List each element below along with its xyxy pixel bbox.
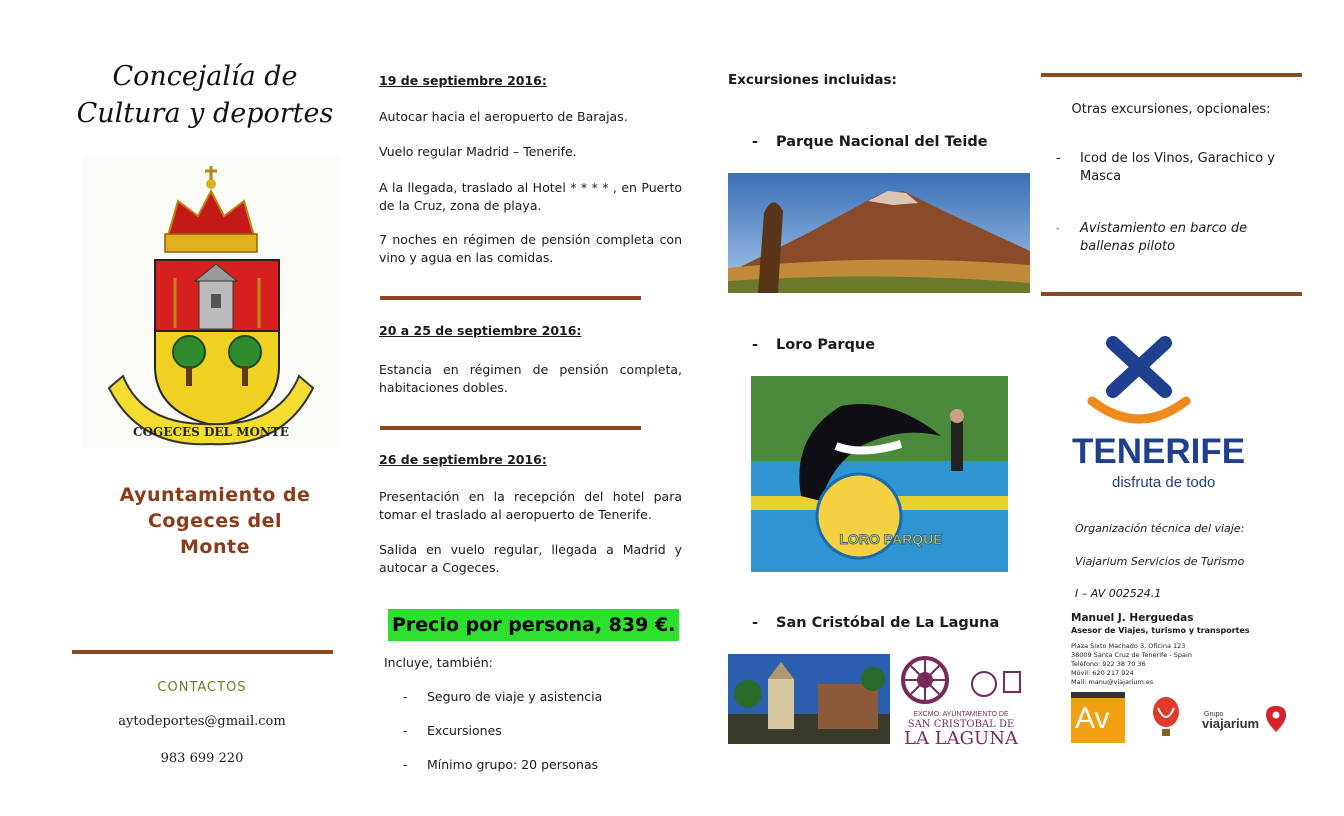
includes-item: - Seguro de viaje y asistencia — [403, 689, 603, 704]
laguna-municipal-logo — [892, 654, 1030, 746]
divider-col4-top — [1041, 73, 1302, 77]
divider-col4-bottom — [1041, 292, 1302, 296]
day1-paragraph-4: 7 noches en régimen de pensión completa con vino y agua en las comidas. — [379, 232, 682, 265]
concejalia-title — [40, 58, 370, 132]
includes-heading: Incluye, también: — [384, 655, 493, 670]
divider-col1 — [72, 650, 333, 654]
optional-item: - Icod de los Vinos, Garachico y Masca — [1056, 151, 1275, 184]
excursion-item-laguna: - San Cristóbal de La Laguna — [752, 615, 1000, 631]
divider-col2-2 — [380, 426, 641, 430]
laguna-photo — [728, 654, 890, 744]
agent-mobile: Móvil: 620 217 924 — [1071, 669, 1134, 677]
ayto-line-1: Ayuntamiento de — [119, 484, 311, 506]
excursion-item-teide: - Parque Nacional del Teide — [752, 134, 988, 150]
loro-parque-logo-text: LORO PARQUE — [839, 531, 943, 547]
day3-heading: 26 de septiembre 2016: — [379, 452, 547, 467]
agent-address-line: 38009 Santa Cruz de Tenerife - Spain — [1071, 651, 1192, 659]
coat-of-arms-drawing — [83, 156, 340, 448]
av-logo — [1071, 692, 1125, 743]
divider-col2-1 — [380, 296, 641, 300]
day3-paragraph-1: Presentación en la recepción del hotel para tomar el traslado al aeropuerto de Tenerife. — [379, 489, 682, 522]
laguna-small-text: EXCMO. AYUNTAMIENTO DE — [913, 711, 1009, 718]
includes-item: - Excursiones — [403, 723, 502, 738]
viajarium-text: viajarium — [1202, 716, 1260, 731]
day1-heading: 19 de septiembre 2016: — [379, 73, 547, 88]
org-line-3: I – AV 002524.1 — [1075, 587, 1162, 600]
loro-parque-photo — [751, 376, 1008, 572]
day3-paragraph-2: Salida en vuelo regular, llegada a Madrid y autocar a Cogeces. — [379, 542, 682, 575]
day1-paragraph-1: Autocar hacia el aeropuerto de Barajas. — [379, 109, 628, 124]
viajarium-small-text: Grupo — [1204, 711, 1224, 718]
ayuntamiento-name — [90, 482, 340, 560]
day2-heading: 20 a 25 de septiembre 2016: — [379, 323, 582, 338]
title-line-1: Concejalía de — [112, 61, 298, 92]
day2-paragraph-1: Estancia en régimen de pensión completa, habitaciones dobles. — [379, 362, 682, 395]
balloon-logo — [1140, 696, 1192, 740]
optional-item: - Avistamiento en barco de ballenas piloto — [1056, 221, 1248, 254]
av-logo-text: Av — [1075, 702, 1110, 735]
contacts-title: CONTACTOS — [157, 680, 247, 695]
coat-of-arms-image — [83, 156, 340, 448]
excursion-item-loro: - Loro Parque — [752, 337, 876, 353]
day1-paragraph-3: A la llegada, traslado al Hotel * * * * , en Puerto de la Cruz, zona de playa. — [379, 180, 682, 213]
agent-phone: Teléfono: 922 38 70 36 — [1071, 660, 1146, 668]
tenerife-wordmark: TENERIFE — [1072, 432, 1246, 471]
tenerife-tagline: disfruta de todo — [1112, 474, 1216, 491]
ayto-line-2: Cogeces del — [147, 510, 283, 532]
crest-ribbon-text: COGECES DEL MONTE — [133, 425, 289, 439]
title-line-2: Cultura y deportes — [76, 98, 334, 129]
contact-phone: 983 699 220 — [160, 751, 244, 766]
optional-excursions-title: Otras excursiones, opcionales: — [1071, 102, 1271, 117]
org-line-1: Organización técnica del viaje: — [1075, 522, 1245, 535]
laguna-mid-text: SAN CRISTOBAL DE — [907, 719, 1015, 730]
agent-mail[interactable]: Mail: manu@viajarium.es — [1071, 678, 1154, 686]
includes-item: - Mínimo grupo: 20 personas — [403, 757, 599, 772]
viajarium-logo — [1200, 700, 1290, 740]
agent-role: Asesor de Viajes, turismo y transportes — [1071, 626, 1250, 635]
tenerife-logo — [1070, 335, 1280, 495]
ayto-line-3: Monte — [180, 536, 250, 558]
teide-photo — [728, 173, 1030, 293]
agent-address-line: Plaza Sixto Machado 3, Oficina 123 — [1071, 642, 1186, 650]
price-banner: Precio por persona, 839 €. — [388, 609, 679, 641]
day1-paragraph-2: Vuelo regular Madrid – Tenerife. — [379, 144, 577, 159]
org-line-2: Viajarium Servicios de Turismo — [1075, 555, 1245, 568]
excursions-heading: Excursiones incluidas: — [728, 72, 897, 88]
laguna-big-text: LA LAGUNA — [904, 728, 1018, 746]
contact-email[interactable]: aytodeportes@gmail.com — [118, 714, 286, 729]
agent-name: Manuel J. Herguedas — [1071, 612, 1194, 624]
